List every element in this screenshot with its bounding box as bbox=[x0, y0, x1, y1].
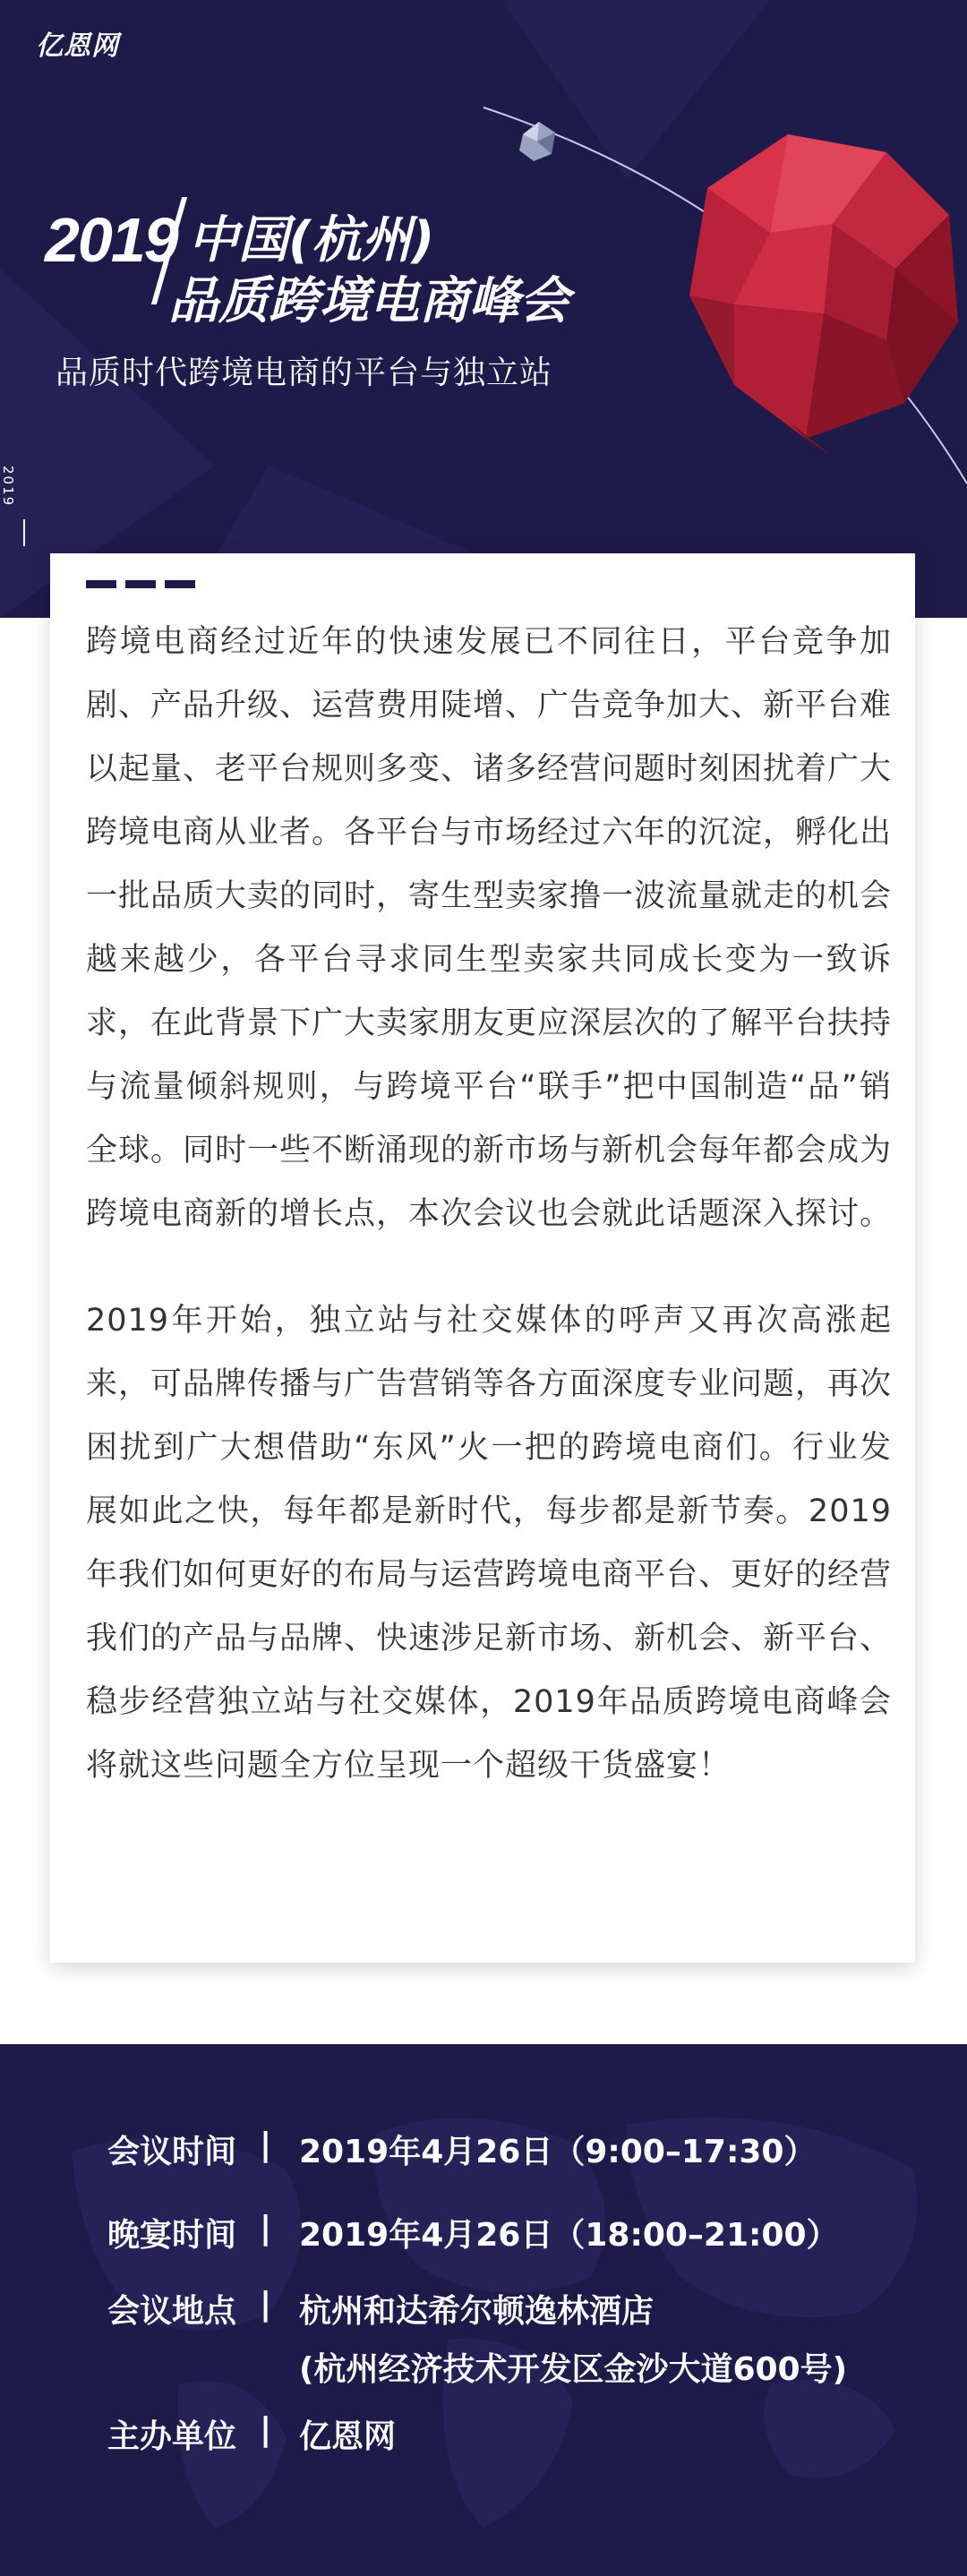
info-value-time: 2019年4月26日（9:00–17:30） bbox=[299, 2134, 817, 2170]
venue-name: 杭州和达希尔顿逸林酒店 bbox=[299, 2293, 655, 2330]
side-divider bbox=[23, 519, 25, 546]
dash-decoration bbox=[86, 580, 195, 588]
brand-logo: 亿恩网 bbox=[36, 30, 119, 62]
info-label-host: 主办单位 bbox=[107, 2418, 237, 2455]
intro-paragraph-1: 跨境电商经过近年的快速发展已不同往日，平台竞争加剧、产品升级、运营费用陡增、广告竞争加大、新平台难以起量、老平台规则多变、诸多经营问题时刻困扰着广大跨境电商从业者。各平台与市场经过六年的沉淀，孵化出一批品质大卖的同时，寄生型卖家撸一波流量就走的机会越来越少，各平台寻求同生型卖家共同成长变为一致诉求，在此背景下广大卖家朋友更应深层次的了解平台扶持与流量倾斜规则，与跨境平台“联手”把中国制造“品”销全球。同时一些不断涌现的新市场与新机会每年都会成为跨境电商新的增长点，本次会议也会就此话题深入探讨。 bbox=[86, 624, 893, 1232]
event-info-section bbox=[0, 2044, 967, 2576]
info-row-host bbox=[107, 2411, 396, 2457]
side-year-label: 2019 bbox=[0, 466, 16, 508]
info-value-host: 亿恩网 bbox=[299, 2418, 397, 2455]
title-line-2: 品质跨境电商峰会 bbox=[168, 272, 569, 330]
info-row-dinner bbox=[107, 2210, 839, 2255]
hero-banner bbox=[0, 0, 967, 618]
intro-card bbox=[50, 553, 915, 1963]
intro-paragraph-2: 2019年开始，独立站与社交媒体的呼声又再次高涨起来，可品牌传播与广告营销等各方面深度专业问题，再次困扰到广大想借助“东风”火一把的跨境电商们。行业发展如此之快，每年都是新时代，每步都是新节奏。2019年我们如何更好的布局与运营跨境电商平台、更好的经营我们的产品与品牌、快速涉足新市场、新机会、新平台、稳步经营独立站与社交媒体，2019年品质跨境电商峰会将就这些问题全方位呈现一个超级干货盛宴！ bbox=[86, 1303, 893, 1784]
planet-icon bbox=[689, 134, 958, 457]
dash-mark bbox=[86, 580, 116, 588]
info-separator: | bbox=[260, 2210, 272, 2247]
event-subtitle: 品质时代跨境电商的平台与独立站 bbox=[56, 355, 553, 391]
info-label-venue: 会议地点 bbox=[107, 2293, 237, 2330]
info-value-dinner: 2019年4月26日（18:00–21:00） bbox=[299, 2217, 839, 2254]
info-separator: | bbox=[260, 2411, 272, 2448]
venue-address: (杭州经济技术开发区金沙大道600号) bbox=[299, 2351, 848, 2388]
moon-icon bbox=[519, 122, 555, 161]
dash-mark bbox=[125, 580, 156, 588]
info-separator: | bbox=[260, 2127, 272, 2163]
info-row-venue bbox=[107, 2286, 847, 2390]
info-row-time bbox=[107, 2127, 816, 2172]
dash-mark bbox=[165, 580, 195, 588]
info-separator: | bbox=[260, 2286, 272, 2323]
title-line-1: 中国(杭州) bbox=[188, 211, 435, 270]
info-label-dinner: 晚宴时间 bbox=[107, 2217, 237, 2254]
event-year: 2019 bbox=[45, 205, 177, 275]
info-label-time: 会议时间 bbox=[107, 2134, 237, 2170]
info-value-venue bbox=[299, 2286, 847, 2390]
